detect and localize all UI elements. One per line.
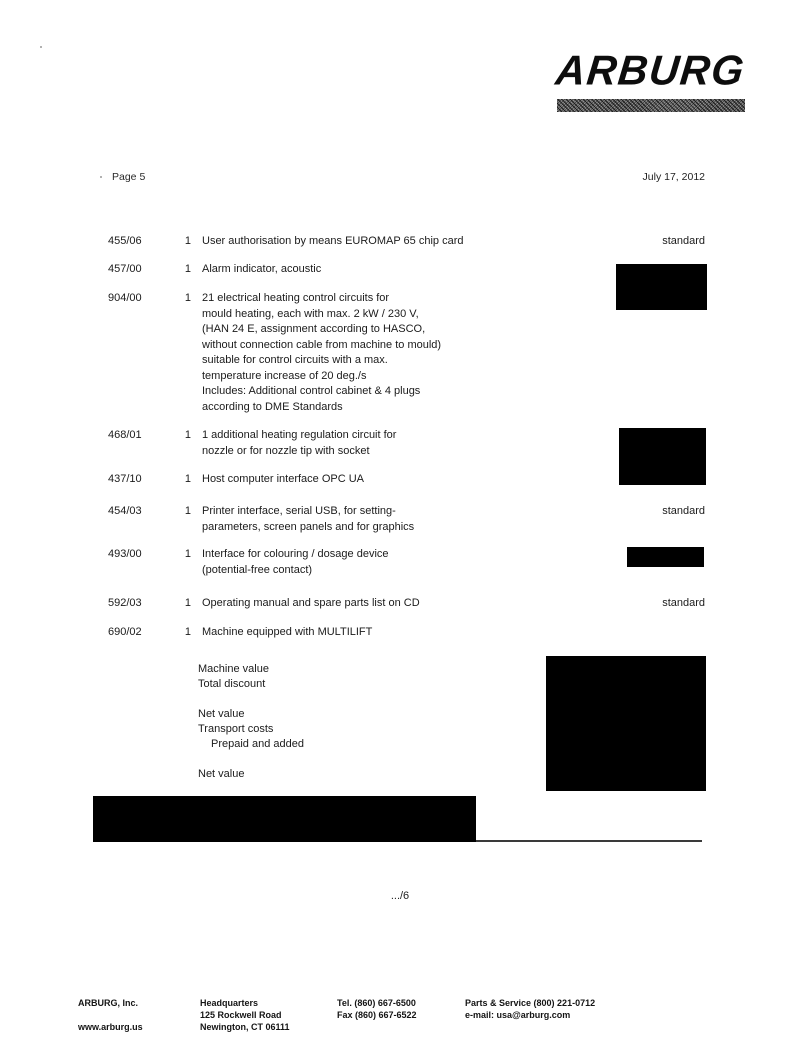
item-code: 904/00 — [108, 292, 142, 304]
item-description: User authorisation by means EUROMAP 65 chip card — [202, 235, 464, 247]
total-discount-label: Total discount — [198, 678, 266, 690]
item-description: Alarm indicator, acoustic — [202, 263, 322, 275]
item-price: standard — [662, 505, 705, 517]
document-date: July 17, 2012 — [642, 171, 705, 183]
item-quantity: 1 — [184, 597, 191, 609]
item-code: 690/02 — [108, 626, 142, 638]
item-quantity: 1 — [184, 473, 191, 485]
footer-fax: Fax (860) 667-6522 — [337, 1010, 417, 1020]
footer-website: www.arburg.us — [78, 1022, 143, 1032]
footer-company-column — [78, 997, 143, 1033]
net-value-final-label: Net value — [198, 768, 245, 780]
footer-tel: Tel. (860) 667-6500 — [337, 998, 416, 1008]
item-code: 437/10 — [108, 473, 142, 485]
item-quantity: 1 — [184, 235, 191, 247]
item-price: standard — [662, 235, 705, 247]
item-code: 592/03 — [108, 597, 142, 609]
item-description: Machine equipped with MULTILIFT — [202, 626, 373, 638]
item-quantity: 1 — [184, 292, 191, 304]
footer-hq-title: Headquarters — [200, 998, 259, 1008]
item-quantity: 1 — [184, 505, 191, 517]
redacted-price-block — [616, 264, 707, 310]
arburg-logo-bar — [557, 99, 745, 112]
item-description: 21 electrical heating control circuits for mould heating, each with max. 2 kW / 230 V, (HAN 24 E, assignment according to HASCO, without connection cable from machine to mould) suitable for control circuits with a max. temperature increase of 20 deg./s Includes: Additional control cabinet & 4 plugs according to DME Standards — [202, 292, 442, 413]
prepaid-and-added-label: Prepaid and added — [211, 738, 304, 750]
item-description: Printer interface, serial USB, for setting- parameters, screen panels and for graphics — [202, 505, 415, 533]
page-continuation: .../6 — [390, 890, 410, 902]
transport-costs-label: Transport costs — [198, 723, 274, 735]
item-quantity: 1 — [184, 548, 191, 560]
machine-value-label: Machine value — [198, 663, 269, 675]
footer-hq-street: 125 Rockwell Road — [200, 1010, 282, 1020]
item-code: 455/06 — [108, 235, 142, 247]
item-description: Host computer interface OPC UA — [202, 473, 365, 485]
item-quantity: 1 — [184, 626, 191, 638]
item-code: 493/00 — [108, 548, 142, 560]
item-quantity: 1 — [184, 429, 191, 441]
item-price: standard — [662, 597, 705, 609]
item-description: 1 additional heating regulation circuit for nozzle or for nozzle tip with socket — [202, 429, 397, 457]
footer-email: e-mail: usa@arburg.com — [465, 1010, 571, 1020]
horizontal-rule — [476, 840, 702, 842]
item-description: Interface for colouring / dosage device (potential-free contact) — [202, 548, 389, 576]
arburg-logo — [553, 46, 748, 94]
redacted-summary-values-block — [546, 656, 706, 791]
redacted-price-block — [619, 428, 706, 485]
redacted-price-block — [627, 547, 704, 567]
item-code: 457/00 — [108, 263, 142, 275]
item-code: 454/03 — [108, 505, 142, 517]
page-number-label: Page 5 — [112, 171, 146, 183]
footer-hq-city: Newington, CT 06111 — [200, 1022, 290, 1032]
footer-phone-column — [337, 997, 417, 1021]
item-quantity: 1 — [184, 263, 191, 275]
scan-speck — [100, 176, 102, 178]
footer-address-column — [200, 997, 290, 1033]
footer-service-column — [465, 997, 595, 1021]
footer-parts-service: Parts & Service (800) 221-0712 — [465, 998, 596, 1008]
redacted-footer-text-block — [93, 796, 476, 842]
net-value-label: Net value — [198, 708, 245, 720]
item-description: Operating manual and spare parts list on CD — [202, 597, 420, 609]
scan-speck — [40, 46, 42, 48]
item-code: 468/01 — [108, 429, 142, 441]
arburg-logo-text: ARBURG — [553, 46, 748, 94]
footer-company: ARBURG, Inc. — [78, 998, 139, 1008]
